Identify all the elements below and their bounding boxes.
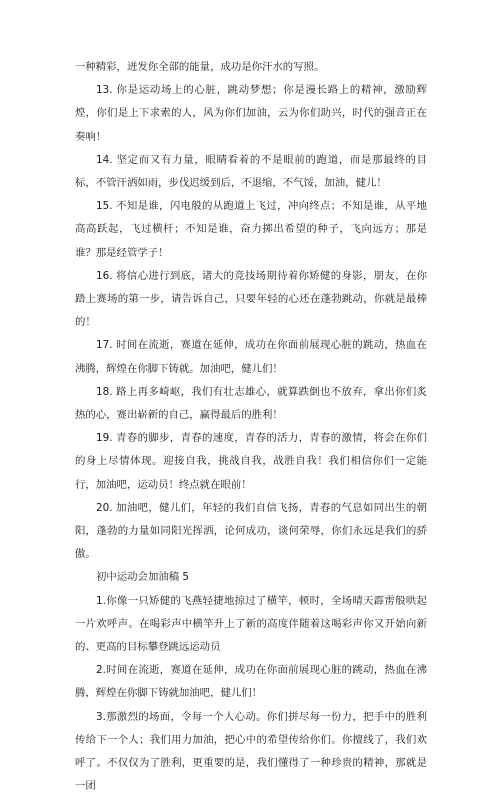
paragraph-20: 20. 加油吧，健儿们，年轻的我们自信飞扬，青春的气息如同出生的朝阳，蓬勃的力量如同阳光挥洒，论何成功，谈何荣辱，你们永远是我们的骄傲。 — [75, 501, 427, 561]
section-heading: 初中运动会加油稿 5 — [96, 571, 190, 584]
paragraph-13: 13. 你是运动场上的心脏，跳动梦想；你是漫长路上的精神，激励辉煌，你们是上下求索的人，风为你们加油，云为你们助兴，时代的强音正在奏响！ — [75, 84, 427, 143]
paragraph-16: 16. 将信心进行到底，诸大的竞技场期待着你矫健的身影，朋友，在你踏上赛场的第一步，请告诉自己，只要年轻的心还在蓬勃跳动，你就是最棒的！ — [75, 269, 427, 329]
paragraph-s5-2: 2.时间在流逝，赛道在延伸，成功在你面前展现心脏的跳动，热血在沸腾，辉煌在你脚下铸就加油吧，健儿们！ — [75, 664, 427, 700]
document-page — [75, 56, 427, 799]
paragraph-0: 一种精彩，迸发你全部的能量，成功是你汗水的写照。 — [75, 61, 325, 73]
paragraph-17: 17. 时间在流逝，赛道在延伸，成功在你面前展现心脏的跳动，热血在沸腾，辉煌在你脚下铸就。加油吧，健儿们！ — [75, 339, 427, 375]
paragraph-18: 18. 路上再多崎岖，我们有壮志雄心，就算跌倒也不放弃，拿出你们炙热的心，赛出崭新的自己，赢得最后的胜利！ — [75, 385, 427, 422]
paragraph-s5-1: 1.你像一只矫健的飞燕轻捷地掠过了横竿，顿时，全场晴天霹雳般哄起一片欢呼声。在喝彩声中横竿升上了新的高度伴随着这喝彩声你又开始向新的、更高的目标攀登跳远运动员 — [75, 594, 427, 654]
paragraph-15: 15. 不知是谁，闪电般的从跑道上飞过，冲向终点；不知是谁，从平地高高跃起，飞过横杆；不知是谁，奋力掷出希望的种子，飞向远方；那是谁？那是经管学子！ — [75, 200, 427, 259]
paragraph-s5-3: 3.那激烈的场面，令每一个人心动。你们拼尽每一份力，把手中的胜利传给下一个人；我们用力加油，把心中的希望传给你们。你擅线了，我们欢呼了。不仅仅为了胜利，更重要的是，我们懂得了一种珍贵的精神，那就是一团 — [75, 710, 427, 793]
paragraph-19: 19. 青春的脚步，青春的速度，青春的活力，青春的激情，将会在你们的身上尽情体现。迎接自我，挑战自我，战胜自我！我们相信你们一定能行，加油吧，运动员！终点就在眼前！ — [75, 432, 427, 491]
paragraph-14: 14. 坚定而又有力量，眼睛看着的不是眼前的跑道，而是那最终的目标，不管汗洒如雨，步伐迟缓到后，不退缩，不气馁，加油，健儿！ — [75, 153, 427, 190]
